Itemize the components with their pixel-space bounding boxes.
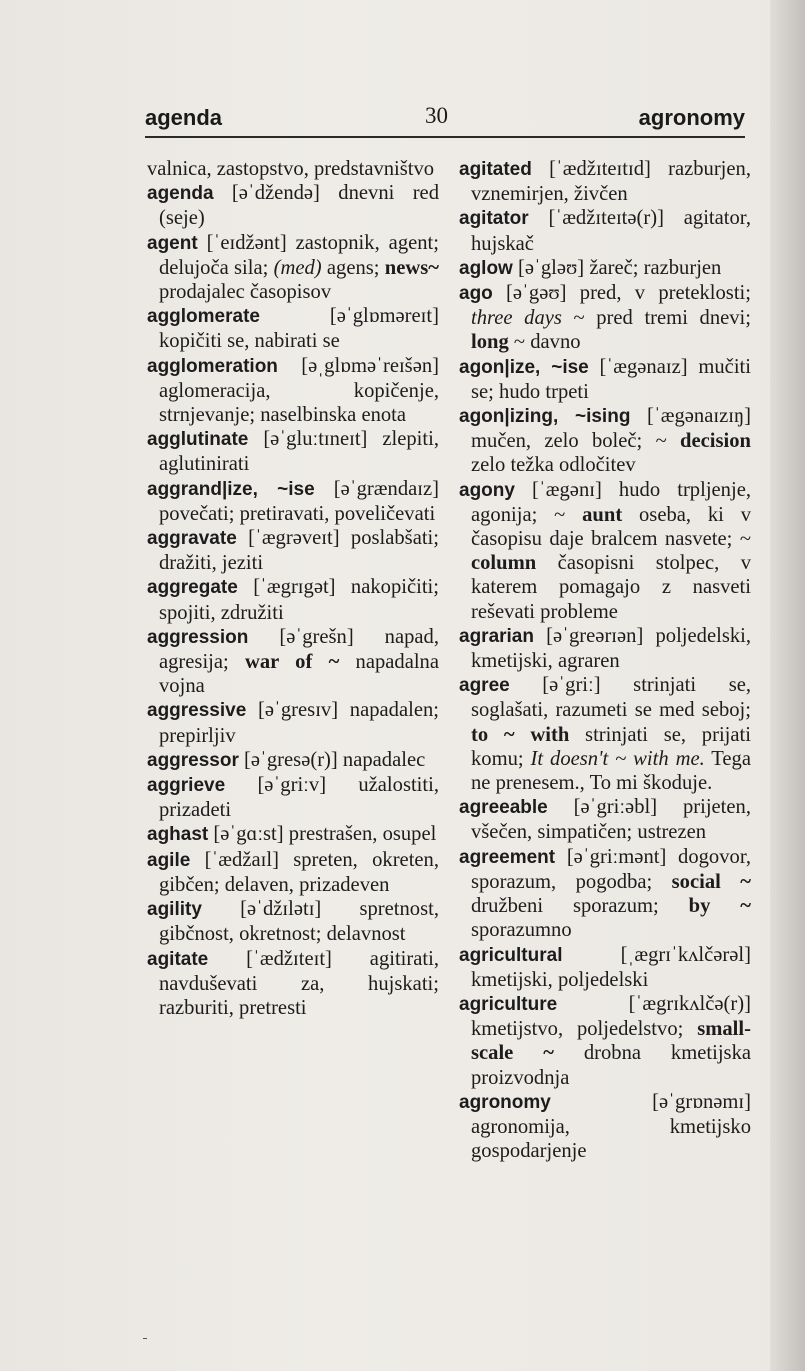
entry-aglow: aglow [əˈgləʊ] žareč; razburjen [459, 256, 722, 279]
entry-aggrieve: aggrieve [əˈgriːv] užalostiti, prizadeti [147, 774, 439, 822]
entry-aggregate: aggregate [ˈægrɪgət] nakopičiti; spojiti, združiti [147, 576, 439, 624]
headword: agility [147, 899, 202, 921]
entry-agricultural: agricultural [ˌægrɪˈkʌlčərəl] kmetijski, poljedelski [459, 943, 751, 991]
headword: agitate [147, 948, 209, 970]
page-mark [143, 1338, 147, 1339]
headword: agitated [459, 159, 532, 180]
entry-agony: agony [ˈægənɪ] hudo trpljenje, agonija; ~ aunt oseba, ki v časopisu daje bralcem nasvete; ~ column časopisni stolpec, v katerem pomagajo z nasveti reševati probleme [459, 478, 751, 623]
headword: agenda [147, 183, 214, 205]
entry-agent: agent [ˈeɪdžənt] zastopnik, agent; delujoča sila; (med) agens; news~ prodajalec časopisov [147, 231, 439, 304]
headword: agent [147, 232, 198, 254]
headword: aggrieve [147, 775, 226, 797]
entry-agglutinate: agglutinate [əˈgluːtɪneɪt] zlepiti, aglutinirati [147, 428, 439, 476]
headword: agrarian [459, 625, 534, 647]
headword: agriculture [459, 993, 558, 1015]
entry-agonizing: agon|izing, ~ising [ˈægənaɪzɪŋ] mučen, zelo boleč; ~ decision zelo težka odločitev [459, 405, 751, 477]
entry-agree: agree [əˈgriː] strinjati se, soglašati, razumeti se med seboj; to ~ with strinjati se, prijati komu; It doesn't ~ with me. Tega ne prenesem., To mi škoduje. [459, 674, 751, 795]
entry-agglomerate: agglomerate [əˈglɒməreɪt] kopičiti se, nabirati se [147, 305, 439, 353]
running-header [145, 105, 745, 135]
entry-agreement: agreement [əˈgriːmənt] dogovor, sporazum, pogodba; social ~ družbeni sporazum; by ~ sporazumno [459, 845, 751, 942]
entry-agronomy: agronomy [əˈgrɒnəmɪ] agronomija, kmetijsko gospodarjenje [459, 1090, 751, 1163]
entry-ago: ago [əˈgəʊ] pred, v preteklosti; three days ~ pred tremi dnevi; long ~ davno [459, 282, 751, 354]
page-edge-shadow [770, 0, 805, 1371]
entry-aggressor: aggressor [əˈgresə(r)] napadalec [147, 748, 426, 771]
entry-agrarian: agrarian [əˈgreərɪən] poljedelski, kmetijski, agraren [459, 624, 751, 673]
headword: aggressor [147, 749, 239, 771]
headword: agitator [459, 208, 529, 230]
entry-agonize: agon|ize, ~ise [ˈægənaɪz] mučiti se; hudo trpeti [459, 355, 751, 403]
headword: aggression [147, 626, 249, 648]
headword: agglomeration [147, 355, 278, 377]
entry-agility: agility [əˈdžɪlətɪ] spretnost, gibčnost, okretnost; delavnost [147, 898, 439, 946]
left-column [147, 157, 439, 1020]
header-left-guide-word: agenda [145, 105, 223, 130]
entry-aggrandize: aggrand|ize, ~ise [əˈgrændaɪz] povečati; pretiravati, poveličevati [147, 477, 439, 525]
entry-agenda: agenda [əˈdžendə] dnevni red (seje) [147, 182, 439, 230]
headword: agree [459, 675, 510, 697]
headword: agile [147, 849, 191, 871]
headword: agon|ize, ~ise [459, 356, 589, 378]
headword: ago [459, 283, 493, 305]
headword: agreement [459, 846, 556, 868]
entry-agile: agile [ˈædžaɪl] spreten, okreten, gibčen; delaven, prizadeven [147, 848, 439, 896]
page-number: 30 [425, 103, 448, 128]
headword: aghast [147, 824, 209, 846]
headword: aggravate [147, 528, 237, 550]
headword: agglutinate [147, 429, 249, 451]
entry-aggression: aggression [əˈgrešn] napad, agresija; war of ~ napadalna vojna [147, 625, 439, 698]
headword: aggressive [147, 700, 247, 722]
headword: aglow [459, 257, 513, 279]
entry-agitate: agitate [ˈædžɪteɪt] agitirati, navduševati za, hujskati; razburiti, pretresti [147, 947, 439, 1019]
entry-aghast: aghast [əˈgɑːst] prestrašen, osupel [147, 823, 437, 846]
entry-aggressive: aggressive [əˈgresɪv] napadalen; prepirljiv [147, 699, 439, 747]
header-rule [145, 136, 745, 138]
headword: agon|izing, ~ising [459, 406, 631, 428]
entry-agglomeration: agglomeration [əˌglɒməˈreɪšən] aglomeracija, kopičenje, strnjevanje; naselbinska enota [147, 354, 439, 427]
headword: aggregate [147, 577, 238, 599]
headword: agronomy [459, 1091, 551, 1113]
headword: aggrand|ize, ~ise [147, 478, 315, 500]
headword: agreeable [459, 797, 548, 819]
entry-agitated: agitated [ˈædžɪteɪtɪd] razburjen, vznemirjen, živčen [459, 158, 751, 206]
headword: agony [459, 479, 515, 501]
headword: agricultural [459, 944, 563, 966]
right-column [459, 157, 751, 1163]
entry-agriculture: agriculture [ˈægrɪkʌlčə(r)] kmetijstvo, poljedelstvo; small-scale ~ drobna kmetijska proizvodnja [459, 992, 752, 1089]
header-right-guide-word: agronomy [638, 105, 745, 130]
headword: agglomerate [147, 306, 260, 328]
entry-continuation: valnica, zastopstvo, predstavništvo [147, 158, 435, 180]
entry-agitator: agitator [ˈædžɪteɪtə(r)] agitator, hujskač [459, 207, 751, 255]
entry-agreeable: agreeable [əˈgriːəbl] prijeten, všečen, simpatičen; ustrezen [459, 796, 751, 844]
entry-aggravate: aggravate [ˈægrəveɪt] poslabšati; dražiti, jeziti [147, 527, 439, 575]
